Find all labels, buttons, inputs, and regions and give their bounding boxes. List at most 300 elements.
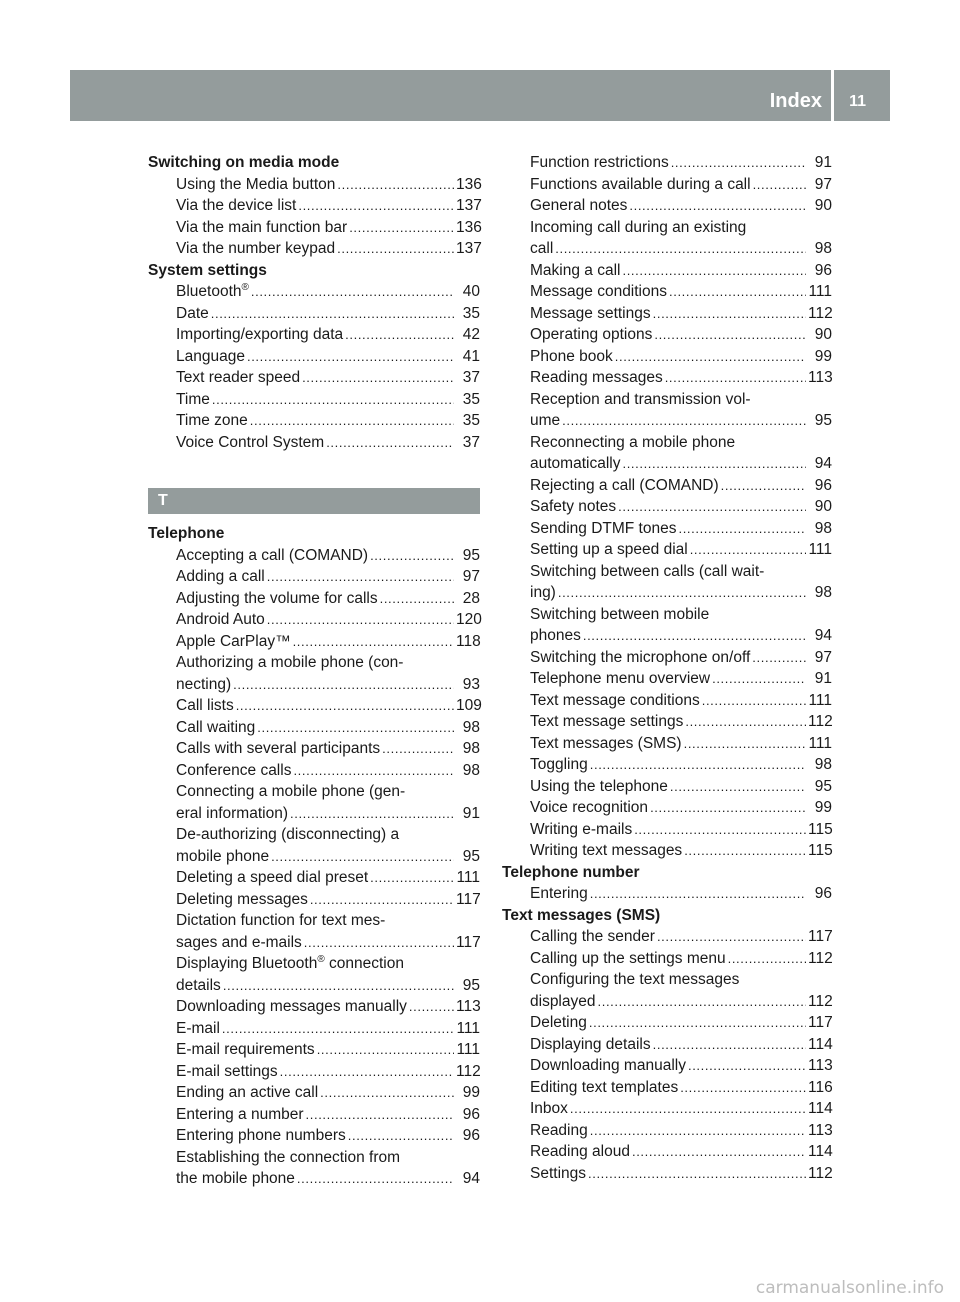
subentry-label: E-mail requirements: [176, 1041, 315, 1058]
header-separator: [831, 70, 834, 121]
index-subentry: [148, 367, 480, 389]
page-ref: 111: [808, 541, 832, 558]
page-ref: 112: [808, 949, 833, 967]
dot-leader: [293, 760, 454, 782]
index-heading: Telephone: [148, 525, 225, 542]
subentry-first-text: Displaying Bluetooth: [176, 955, 318, 972]
page-ref: 112: [456, 1062, 481, 1080]
page-ref: 95: [462, 976, 480, 994]
subentry-label: Text messages (SMS): [530, 734, 682, 752]
dot-leader: [251, 281, 454, 303]
index-subentry: [148, 1061, 480, 1083]
spacer: [148, 453, 480, 475]
dot-leader: [348, 1125, 454, 1147]
index-subentry: [502, 217, 832, 260]
dot-leader: [688, 1055, 806, 1077]
index-subentry: [148, 1104, 480, 1126]
subentry-label: Deleting: [530, 1014, 587, 1031]
dot-leader: [310, 889, 454, 911]
page-ref: 37: [462, 369, 480, 386]
index-heading: System settings: [148, 261, 267, 279]
page-ref: 113: [808, 1121, 833, 1139]
subentry-label: Apple CarPlay™: [176, 632, 291, 650]
index-subentry: [502, 647, 832, 669]
index-subentry: [502, 346, 832, 368]
dot-leader: [650, 797, 806, 819]
subentry-label: Entering phone numbers: [176, 1127, 346, 1144]
page-ref: 95: [462, 546, 480, 564]
subentry-label: Using the Media button: [176, 175, 336, 193]
page-ref: 90: [814, 326, 832, 343]
page-ref: 115: [808, 842, 833, 859]
page-ref: 111: [808, 691, 832, 709]
index-subentry: [502, 711, 832, 733]
subentry-line: [176, 1018, 480, 1040]
subentry-line: [530, 496, 832, 518]
dot-leader: [671, 152, 806, 174]
page-ref: 113: [808, 369, 833, 386]
index-subentry: [148, 346, 480, 368]
subentry-label: General notes: [530, 197, 628, 214]
header-title: Index: [769, 90, 822, 112]
page-ref: 114: [808, 1035, 833, 1053]
subentry-line: [176, 545, 480, 567]
subentry-label: Entering a number: [176, 1105, 304, 1123]
dot-leader: [657, 926, 806, 948]
subentry-line: [176, 1104, 480, 1126]
index-subentry: [148, 1147, 480, 1190]
index-subentry: [148, 695, 480, 717]
subentry-line: [530, 1141, 832, 1163]
dot-leader: [588, 1163, 806, 1185]
index-subentry: [148, 781, 480, 824]
index-subentry: [502, 1163, 832, 1185]
page-ref: 96: [462, 1105, 480, 1123]
subentry-label: the mobile phone: [176, 1170, 295, 1187]
subentry-first-text: Reception and transmission vol-: [530, 390, 751, 408]
dot-leader: [702, 690, 806, 712]
subentry-line: [176, 1061, 480, 1083]
subentry-line: [176, 367, 480, 389]
subentry-label: Inbox: [530, 1100, 568, 1117]
subentry-line: [530, 776, 832, 798]
subentry-line: [176, 217, 480, 239]
subentry-line: [530, 625, 832, 647]
dot-leader: [233, 674, 454, 696]
dot-leader: [618, 496, 806, 518]
watermark: carmanualsonline.info: [755, 1278, 944, 1298]
index-heading: Switching on media mode: [148, 154, 340, 171]
subentry-line: [530, 668, 832, 690]
subentry-label: Voice recognition: [530, 799, 649, 816]
index-subentry: [502, 1098, 832, 1120]
subentry-line: [530, 690, 832, 712]
index-subentry: [502, 1055, 832, 1077]
subentry-first-line: [530, 969, 832, 991]
dot-leader: [654, 324, 806, 346]
left-bottom-groups: [148, 523, 480, 1190]
subentry-label: Operating options: [530, 326, 653, 343]
dot-leader: [632, 1141, 806, 1163]
subentry-first-line: [530, 604, 832, 626]
subentry-first-line: [530, 432, 832, 454]
index-subentry: [502, 797, 832, 819]
dot-leader: [669, 281, 806, 303]
dot-leader: [670, 776, 806, 798]
subentry-line: [530, 238, 832, 260]
index-subentry: [502, 389, 832, 432]
subentry-label: Reading messages: [530, 369, 663, 386]
subentry-line: [530, 195, 832, 217]
index-subentry: [148, 760, 480, 782]
subentry-line: [530, 1055, 832, 1077]
subentry-line: [530, 926, 832, 948]
index-subentry: [148, 1125, 480, 1147]
page-ref: 93: [462, 675, 480, 693]
dot-leader: [380, 588, 454, 610]
page-ref: 98: [462, 761, 480, 779]
index-subentry: [502, 539, 832, 561]
dot-leader: [690, 539, 806, 561]
subentry-label: Settings: [530, 1164, 587, 1182]
subentry-line: [530, 475, 832, 497]
dot-leader: [590, 883, 806, 905]
dot-leader: [678, 518, 806, 540]
index-subentry: [148, 1018, 480, 1040]
subentry-line: [530, 410, 832, 432]
subentry-line: [530, 518, 832, 540]
page-ref: 98: [814, 584, 832, 601]
subentry-line: [176, 846, 480, 868]
subentry-label: Adjusting the volume for calls: [176, 589, 378, 607]
page-ref: 94: [814, 455, 832, 472]
index-subentry: [502, 324, 832, 346]
subentry-label: Via the main function bar: [176, 218, 348, 236]
dot-leader: [280, 1061, 454, 1083]
subentry-label: Via the device list: [176, 197, 297, 214]
subentry-line: [176, 1082, 480, 1104]
subentry-line: [530, 324, 832, 346]
page-ref: 90: [814, 498, 832, 515]
subentry-label: Sending DTMF tones: [530, 519, 677, 537]
dot-leader: [665, 367, 806, 389]
subentry-label: Deleting messages: [176, 890, 308, 908]
subentry-line: [176, 889, 480, 911]
dot-leader: [320, 1082, 454, 1104]
page-ref: 117: [456, 890, 481, 908]
page-ref: 112: [808, 992, 833, 1010]
index-subentry: [148, 324, 480, 346]
subentry-label: Reading: [530, 1121, 588, 1139]
page-ref: 111: [456, 1041, 480, 1058]
dot-leader: [409, 996, 454, 1018]
dot-leader: [326, 432, 454, 454]
dot-leader: [337, 238, 454, 260]
index-subentry: [502, 1012, 832, 1034]
subentry-label: Calling up the settings menu: [530, 949, 726, 967]
dot-leader: [685, 711, 806, 733]
subentry-line: [176, 1168, 480, 1190]
subentry-line: [176, 324, 480, 346]
subentry-label: displayed: [530, 992, 596, 1010]
subentry-label: Using the telephone: [530, 777, 668, 795]
subentry-line: [176, 588, 480, 610]
index-subentry: [502, 1120, 832, 1142]
left-column: [148, 152, 480, 1190]
subentry-line: [530, 647, 832, 669]
index-subentry: [148, 953, 480, 996]
page-ref: 116: [808, 1078, 833, 1096]
subentry-first-text: Connecting a mobile phone (gen-: [176, 783, 406, 800]
right-top-items: [502, 152, 832, 862]
dot-leader: [211, 303, 454, 325]
index-subentry: [148, 1039, 480, 1061]
left-top-groups: [148, 152, 480, 453]
index-subentry: [148, 303, 480, 325]
subentry-first-line: [530, 561, 832, 583]
subentry-line: [530, 991, 832, 1013]
subentry-line: [530, 733, 832, 755]
dot-leader: [257, 717, 454, 739]
dot-leader: [267, 566, 454, 588]
page-ref: 115: [808, 820, 833, 838]
subentry-label: Setting up a speed dial: [530, 541, 688, 558]
subentry-first-line: [530, 217, 832, 239]
subentry-label: Switching the microphone on/off: [530, 648, 751, 666]
subentry-label: Writing e-mails: [530, 820, 633, 838]
subentry-first-line: [176, 652, 480, 674]
page-ref: 113: [456, 998, 481, 1015]
dot-leader: [304, 932, 454, 954]
dot-leader: [555, 238, 806, 260]
index-subentry: [502, 668, 832, 690]
page-ref: 117: [808, 1014, 833, 1031]
subentry-line: [176, 609, 480, 631]
index-subentry: [502, 1034, 832, 1056]
page-ref: 96: [814, 476, 832, 494]
index-subentry: [502, 604, 832, 647]
index-subentry: [502, 432, 832, 475]
index-subentry: [502, 152, 832, 174]
dot-leader: [382, 738, 454, 760]
subentry-line: [176, 996, 480, 1018]
index-subentry: [148, 174, 480, 196]
index-subentry: [502, 840, 832, 862]
subentry-line: [176, 303, 480, 325]
subentry-line: [530, 1012, 832, 1034]
subentry-label: Telephone menu overview: [530, 670, 711, 687]
subentry-label: details: [176, 976, 221, 994]
subentry-line: [530, 539, 832, 561]
index-subentry: [148, 996, 480, 1018]
dot-leader: [753, 174, 806, 196]
index-subentry: [502, 174, 832, 196]
subentry-label: Ending an active call: [176, 1084, 319, 1101]
page-ref: 96: [814, 261, 832, 279]
dot-leader: [250, 410, 454, 432]
page-ref: 97: [814, 648, 832, 666]
registered-mark: ®: [241, 281, 249, 293]
subentry-first-line: [176, 1147, 480, 1169]
subentry-label: Rejecting a call (COMAND): [530, 476, 719, 494]
page-ref: 98: [814, 519, 832, 537]
page-ref: 98: [462, 740, 480, 757]
subentry-label: E-mail settings: [176, 1062, 278, 1080]
subentry-label: Entering: [530, 885, 588, 902]
dot-leader: [236, 695, 454, 717]
page-ref: 136: [456, 218, 482, 236]
subentry-line: [530, 948, 832, 970]
dot-leader: [680, 1077, 806, 1099]
page-ref: 28: [462, 589, 480, 607]
dot-leader: [590, 1120, 806, 1142]
subentry-line: [530, 1098, 832, 1120]
dot-leader: [212, 389, 454, 411]
index-subentry: [502, 819, 832, 841]
subentry-label: Displaying details: [530, 1035, 651, 1053]
index-subentry: [502, 1141, 832, 1163]
subentry-label: automatically: [530, 455, 621, 472]
page-ref: 118: [456, 632, 481, 650]
page-ref: 98: [814, 240, 832, 257]
subentry-first-text: Authorizing a mobile phone (con-: [176, 654, 404, 671]
page-ref: 90: [814, 197, 832, 214]
subentry-line: [176, 174, 480, 196]
index-subentry: [148, 910, 480, 953]
dot-leader: [306, 1104, 454, 1126]
index-subentry: [502, 926, 832, 948]
page-ref: 113: [808, 1057, 833, 1074]
subentry-line: [530, 174, 832, 196]
subentry-label: Bluetooth®: [176, 281, 249, 300]
subentry-label: Text message settings: [530, 713, 684, 730]
dot-leader: [684, 733, 806, 755]
index-subentry: [502, 260, 832, 282]
subentry-first-line: [176, 910, 480, 932]
dot-leader: [349, 217, 454, 239]
subentry-label: Calls with several participants: [176, 740, 381, 757]
index-subentry: [148, 738, 480, 760]
subentry-first-text: Configuring the text messages: [530, 971, 740, 988]
dot-leader: [293, 631, 454, 653]
subentry-label: Adding a call: [176, 568, 265, 585]
page-ref: 91: [462, 804, 480, 822]
index-subentry: [148, 609, 480, 631]
subentry-label: Accepting a call (COMAND): [176, 546, 369, 564]
subentry-line: [176, 975, 480, 997]
subentry-label: Editing text templates: [530, 1078, 679, 1096]
subentry-line: [530, 453, 832, 475]
index-subentry: [148, 889, 480, 911]
subentry-line: [176, 1039, 480, 1061]
page-ref: 112: [808, 713, 833, 730]
subentry-first-line: [176, 781, 480, 803]
subentry-line: [176, 867, 480, 889]
subentry-label: Phone book: [530, 347, 613, 365]
subentry-line: [176, 738, 480, 760]
page-ref: 37: [462, 433, 480, 451]
page-ref: 42: [462, 326, 480, 343]
subentry-first-text: Reconnecting a mobile phone: [530, 433, 736, 451]
page-ref: 41: [462, 347, 480, 365]
subentry-label: Android Auto: [176, 611, 265, 628]
dot-leader: [247, 346, 454, 368]
index-subentry: [502, 195, 832, 217]
index-subentry: [502, 883, 832, 905]
subentry-label: Importing/exporting data: [176, 326, 344, 343]
subentry-line: [176, 1125, 480, 1147]
dot-leader: [721, 475, 806, 497]
subentry-line: [176, 760, 480, 782]
dot-leader: [297, 1168, 454, 1190]
page-ref: 91: [814, 670, 832, 687]
page-ref: 99: [814, 799, 832, 816]
dot-leader: [267, 609, 454, 631]
subentry-line: [530, 152, 832, 174]
page-ref: 94: [814, 627, 832, 644]
index-subentry: [502, 733, 832, 755]
subentry-first-text: Incoming call during an existing: [530, 218, 747, 236]
subentry-line: [530, 797, 832, 819]
subentry-first-line: [176, 824, 480, 846]
subentry-first-text: Switching between mobile: [530, 605, 710, 623]
page-ref: 97: [814, 175, 832, 193]
dot-leader: [598, 991, 807, 1013]
index-subentry: [502, 690, 832, 712]
index-subentry: [148, 867, 480, 889]
subentry-line: [176, 631, 480, 653]
subentry-label: phones: [530, 627, 581, 644]
dot-leader: [223, 975, 454, 997]
subentry-line: [176, 695, 480, 717]
subentry-label: Writing text messages: [530, 842, 683, 859]
subentry-first-text: Establishing the connection from: [176, 1148, 401, 1166]
subentry-label: Safety notes: [530, 498, 617, 515]
dot-leader: [290, 803, 454, 825]
page-ref: 95: [462, 847, 480, 865]
subentry-line: [530, 260, 832, 282]
right-column: [502, 152, 832, 1184]
subentry-label: call: [530, 240, 554, 257]
dot-leader: [222, 1018, 454, 1040]
subentry-line: [176, 803, 480, 825]
subentry-first-text-after: connection: [324, 955, 404, 972]
subentry-label: Call lists: [176, 697, 234, 714]
right-groups: [502, 862, 832, 1185]
index-subentry: [148, 389, 480, 411]
subentry-line: [176, 674, 480, 696]
index-subentry: [502, 948, 832, 970]
index-subentry: [148, 238, 480, 260]
page-ref: 94: [462, 1170, 480, 1187]
dot-leader: [653, 1034, 806, 1056]
subentry-line: [176, 432, 480, 454]
subentry-label: E-mail: [176, 1019, 220, 1037]
page-ref: 111: [456, 1019, 480, 1037]
page-ref: 99: [814, 347, 832, 365]
index-subentry: [502, 754, 832, 776]
dot-leader: [317, 1039, 454, 1061]
subentry-line: [176, 346, 480, 368]
index-subentry: [148, 566, 480, 588]
page-ref: 114: [808, 1143, 833, 1160]
subentry-label: Via the number keypad: [176, 240, 336, 257]
subentry-label: Making a call: [530, 261, 621, 279]
page-ref: 137: [456, 197, 482, 214]
index-heading: Telephone number: [502, 863, 640, 881]
dot-leader: [558, 582, 806, 604]
subentry-label: Downloading messages manually: [176, 998, 407, 1015]
